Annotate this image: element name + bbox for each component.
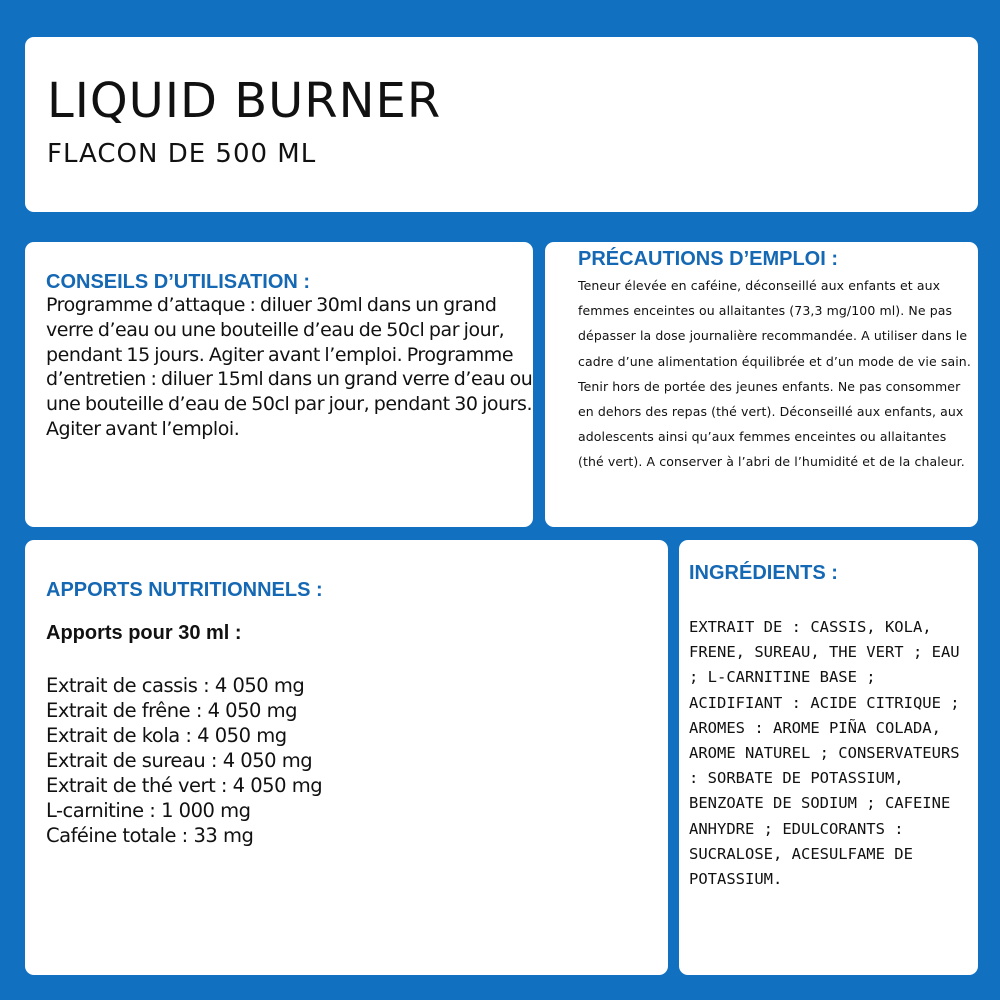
apports-card xyxy=(25,540,668,975)
apports-list xyxy=(46,673,668,848)
apports-subheading: Apports pour 30 ml : xyxy=(46,622,242,644)
title-card xyxy=(25,37,978,212)
apports-heading: APPORTS NUTRITIONNELS : xyxy=(46,579,323,601)
precautions-text: Teneur élevée en caféine, déconseillé aux enfants et aux femmes enceintes ou allaitantes (73,3 mg/100 ml). Ne pas dépasser la dose journalière recommandée. A utiliser dans le cadre d’une alimentation équilibrée et d’un mode de vie sain. Tenir hors de portée des jeunes enfants. Ne pas consommer en dehors des repas (thé vert). Déconseillé aux enfants, aux adolescents ainsi qu’aux femmes enceintes ou allaitantes (thé vert). A conserver à l’abri de l’humidité et de la chaleur. xyxy=(578,278,971,470)
product-subtitle: FLACON DE 500 ML xyxy=(47,139,317,169)
conseils-heading: CONSEILS D’UTILISATION : xyxy=(46,271,311,293)
precautions-heading: PRÉCAUTIONS D’EMPLOI : xyxy=(578,248,839,270)
apports-item: Caféine totale : 33 mg xyxy=(46,824,254,847)
precautions-card xyxy=(545,242,978,527)
conseils-text: Programme d’attaque : diluer 30ml dans un grand verre d’eau ou une bouteille d’eau de 50cl par jour, pendant 15 jours. Agiter avant l’emploi. Programme d’entretien : diluer 15ml dans un grand verre d’eau ou une bouteille d’eau de 50cl par jour, pendant 30 jours. Agiter avant l’emploi. xyxy=(46,294,533,440)
ingredients-text: EXTRAIT DE : CASSIS, KOLA, FRENE, SUREAU, THE VERT ; EAU ; L-CARNITINE BASE ; ACIDIFIANT : ACIDE CITRIQUE ; AROMES : AROME PIÑA COLADA, AROME NATUREL ; CONSERVATEURS : SORBATE DE POTASSIUM, BENZOATE DE SODIUM ; CAFEINE ANHYDRE ; EDULCORANTS : SUCRALOSE, ACESULFAME DE POTASSIUM. xyxy=(689,618,960,889)
apports-item: Extrait de kola : 4 050 mg xyxy=(46,724,287,747)
ingredients-card xyxy=(679,540,978,975)
apports-item: Extrait de frêne : 4 050 mg xyxy=(46,699,297,722)
apports-item: L-carnitine : 1 000 mg xyxy=(46,799,251,822)
apports-item: Extrait de sureau : 4 050 mg xyxy=(46,749,313,772)
product-title: LIQUID BURNER xyxy=(47,73,442,129)
conseils-card xyxy=(25,242,533,527)
apports-item: Extrait de cassis : 4 050 mg xyxy=(46,674,305,697)
ingredients-heading: INGRÉDIENTS : xyxy=(689,562,838,584)
apports-item: Extrait de thé vert : 4 050 mg xyxy=(46,774,323,797)
